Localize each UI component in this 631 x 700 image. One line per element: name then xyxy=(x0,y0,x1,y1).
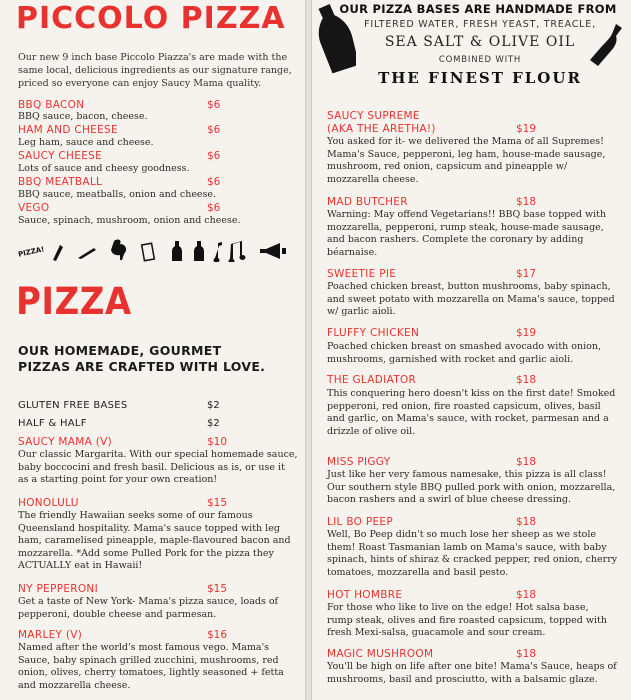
pizza-price: $18 xyxy=(516,589,537,601)
piccolo-pizza-title: PICCOLO PIZZA xyxy=(16,1,286,36)
jar-icon xyxy=(140,242,156,262)
menu-item-desc: BBQ sauce, meatballs, onion and cheese. xyxy=(18,189,217,200)
bases-header-line1: OUR PIZZA BASES ARE HANDMADE FROM xyxy=(339,2,617,16)
pizza-price: $18 xyxy=(516,456,537,468)
pizza-price: $15 xyxy=(207,497,228,509)
menu-item-name: VEGO xyxy=(18,202,50,214)
bases-header-line2: FILTERED WATER, FRESH YEAST, TREACLE, xyxy=(364,19,596,30)
pizza-desc: Named after the world's most famous vego. Mama's Sauce, baby spinach grilled zucchini, mushrooms, red onion, olives, cherry tomatoes, lightly seasoned + fetta and mozzarella cheese. xyxy=(18,642,284,691)
pizza-desc: You'll be high on life after one bite! Mama's Sauce, heaps of mushrooms, basil and prosciutto, with a balsamic glaze. xyxy=(327,661,617,685)
extra-name: GLUTEN FREE BASES xyxy=(18,400,128,411)
menu-item-desc: BBQ sauce, bacon, cheese. xyxy=(18,111,148,122)
pizza-desc: Warning: May offend Vegetarians!! BBQ base topped with mozzarella, pepperoni, rump steak, house-made sausage, and bacon rashers. Complete the coronary by adding béarnaise. xyxy=(327,209,607,258)
megaphone-icon xyxy=(258,242,288,260)
pizza-desc: The friendly Hawaiian seeks some of our famous Queensland hospitality. Mama's sauce topped with leg ham, caramelised pineapple, maple-flavoured bacon and mozzarella. *Add some Pulled Pork for the pizza they ACTUALLY eat in Hawaii! xyxy=(18,510,291,572)
pizza-name: SAUCY MAMA (V) xyxy=(18,436,113,448)
left-column xyxy=(0,0,305,700)
pizza-price: $19 xyxy=(516,327,537,339)
pizza-price: $18 xyxy=(516,648,537,660)
pizza-desc: Just like her very famous namesake, this pizza is all class! Our southern style BBQ pulled pork with onion, mozzarella, bacon rashers and a swirl of blue cheese dressing. xyxy=(327,469,616,506)
bases-header-line4: COMBINED WITH xyxy=(438,55,522,65)
pizza-price: $18 xyxy=(516,516,537,528)
chef-knife-icon xyxy=(76,246,98,260)
menu-item-name: BBQ BACON xyxy=(18,99,85,111)
menu-item-name: BBQ MEATBALL xyxy=(18,176,103,188)
wine-bottle-icon xyxy=(170,240,184,262)
extra-price: $2 xyxy=(207,418,220,429)
menu-item-price: $6 xyxy=(207,124,221,136)
pizza-price: $10 xyxy=(207,436,228,448)
pizza-name: MARLEY (V) xyxy=(18,629,83,641)
bases-header-line5: THE FINEST FLOUR xyxy=(378,69,582,87)
menu-item-desc: Lots of sauce and cheesy goodness. xyxy=(18,163,190,174)
extra-price: $2 xyxy=(207,400,220,411)
menu-item-price: $6 xyxy=(207,176,221,188)
pizza-desc: Well, Bo Peep didn't so much lose her sheep as we stole them! Roast Tasmanian lamb on Mama's sauce, with baby spinach, hints of shiraz & cracked pepper, red onion, cherry tomatoes, mozzarella and basil pesto. xyxy=(327,529,618,578)
menu-item-price: $6 xyxy=(207,202,221,214)
pizza-price: $18 xyxy=(516,374,537,386)
menu-item-name: SAUCY CHEESE xyxy=(18,150,103,162)
extra-name: HALF & HALF xyxy=(18,418,87,429)
bases-header-line3: SEA SALT & OLIVE OIL xyxy=(384,34,576,50)
music-notes-icon xyxy=(212,240,252,262)
bottle-icon xyxy=(192,240,206,262)
pizza-desc: Poached chicken breast, button mushrooms, baby spinach, and sweet potato with mozzarella on Mama's sauce, topped w/ garlic aioli. xyxy=(327,281,615,318)
pizza-price: $19 xyxy=(516,123,537,135)
menu-item-desc: Sauce, spinach, mushroom, onion and cheese. xyxy=(18,215,241,226)
rooster-icon xyxy=(108,238,130,262)
pizza-name: MAGIC MUSHROOM xyxy=(327,648,434,660)
pizza-desc: Our classic Margarita. With our special homemade sauce, baby boccocini and fresh basil. Delicious as is, or use it as a starting point for your own creation! xyxy=(18,449,298,486)
sauce-bottle-icon xyxy=(50,242,66,262)
pizza-name: FLUFFY CHICKEN xyxy=(327,327,420,339)
pizza-name-subtitle: (AKA THE ARETHA!) xyxy=(327,123,436,135)
pizza-price: $18 xyxy=(516,196,537,208)
pizza-name: HONOLULU xyxy=(18,497,79,509)
pizza-name: LIL BO PEEP xyxy=(327,516,393,528)
pizza-name: SWEETIE PIE xyxy=(327,268,397,280)
pizza-price: $15 xyxy=(207,583,228,595)
pizza-name: THE GLADIATOR xyxy=(327,374,417,386)
pizza-price: $17 xyxy=(516,268,537,280)
pizza-name: NY PEPPERONI xyxy=(18,583,98,595)
pizza-desc: Get a taste of New York- Mama's pizza sauce, loads of pepperoni, double cheese and parmesan. xyxy=(18,596,279,620)
menu-item-desc: Leg ham, sauce and cheese. xyxy=(18,137,154,148)
pizza-name: MISS PIGGY xyxy=(327,456,391,468)
pizza-name: HOT HOMBRE xyxy=(327,589,403,601)
pizza-name: SAUCY SUPREME xyxy=(327,110,420,122)
pizza-desc: You asked for it- we delivered the Mama of all Supremes! Mama's Sauce, pepperoni, leg ham, house-made sausage, mushroom, red onion, capsicum and pineapple w/ mozzarella cheese. xyxy=(327,136,606,185)
pizza-name: MAD BUTCHER xyxy=(327,196,408,208)
piccolo-intro: Our new 9 inch base Piccolo Piazza's are made with the same local, delicious ingredients as our signature range, priced so everyone can enjoy Saucy Mama quality. xyxy=(18,52,292,89)
pizza-desc: For those who like to live on the edge! Hot salsa base, rump steak, olives and fire roasted capsicum, topped with fresh Mexi-salsa, guacamole and sour cream. xyxy=(327,602,607,639)
pizza-section-title: PIZZA xyxy=(16,279,132,324)
pizza-desc: This conquering hero doesn't kiss on the first date! Smoked pepperoni, red onion, fire roasted capsicum, olives, basil and garlic, on Mama's sauce, with rocket, parmesan and a drizzle of olive oil. xyxy=(327,388,616,437)
pizza-price: $16 xyxy=(207,629,228,641)
pizza-label-icon: PIZZA! xyxy=(17,245,46,259)
menu-item-name: HAM AND CHEESE xyxy=(18,124,118,136)
pizza-tagline: OUR HOMEMADE, GOURMET PIZZAS ARE CRAFTED WITH LOVE. xyxy=(18,343,266,374)
pizza-desc: Poached chicken breast on smashed avocado with onion, mushrooms, garnished with rocket and garlic aioli. xyxy=(327,341,602,365)
icon-strip xyxy=(16,238,296,266)
menu-item-price: $6 xyxy=(207,99,221,111)
column-divider xyxy=(305,0,312,700)
menu-item-price: $6 xyxy=(207,150,221,162)
